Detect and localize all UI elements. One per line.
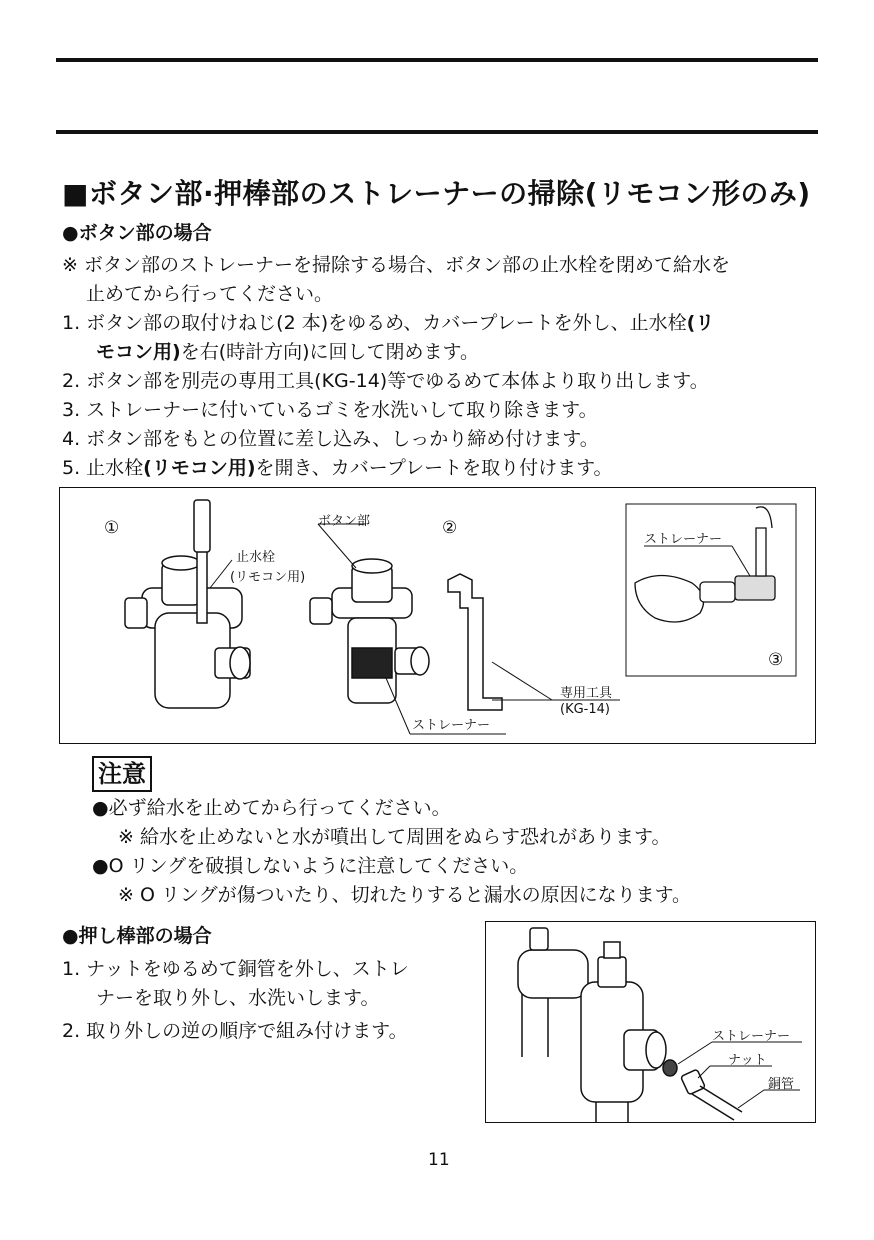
second-rule (56, 130, 818, 134)
label-tool-sub: (KG-14) (560, 702, 610, 717)
label-nut: ナット (728, 1053, 767, 1068)
step-1-line-2 (96, 338, 479, 367)
page-number: 11 (428, 1150, 450, 1170)
pushrod-step-2: 2. 取り外しの逆の順序で組み付けます。 (62, 1020, 408, 1042)
figure-illustration (60, 488, 815, 743)
figure-num-2: ② (442, 518, 458, 538)
label-strainer-pushrod: ストレーナー (712, 1029, 791, 1044)
figure-num-1: ① (104, 518, 120, 538)
label-button-part: ボタン部 (318, 514, 371, 529)
valve-illustration-1 (125, 500, 250, 708)
note-line-2: 止めてから行ってください。 (86, 283, 334, 305)
step-5 (62, 454, 613, 483)
step-5-text-b: (リモコン用) (143, 457, 256, 479)
note-line-1: ※ ボタン部のストレーナーを掃除する場合、ボタン部の止水栓を閉めて給水を (62, 254, 730, 276)
step-1-line-1 (62, 309, 714, 338)
step-5-text-c: を開き、カバープレートを取り付けます。 (255, 457, 613, 479)
tool-illustration (448, 574, 502, 710)
caution-item-1-note: ※ 給水を止めないと水が噴出して周囲をぬらす恐れがあります。 (118, 826, 671, 848)
caution-item-2: ●O リングを破損しないように注意してください。 (92, 855, 529, 877)
label-tool: 専用工具 (560, 686, 613, 701)
hand-illustration (635, 507, 775, 622)
step-1-text-d: を右(時計方向)に回して閉めます。 (180, 341, 479, 363)
step-1-text-b: (リ (686, 312, 715, 334)
step-3: 3. ストレーナーに付いているゴミを水洗いして取り除きます。 (62, 399, 598, 421)
figure-pushrod (485, 921, 816, 1123)
step-1-text-c: モコン用) (96, 341, 181, 363)
valve-illustration-2 (310, 559, 429, 703)
figure-num-3: ③ (768, 650, 784, 670)
section-heading-pushrod: ●押し棒部の場合 (62, 925, 212, 947)
top-rule (56, 58, 818, 62)
step-1-text-a: 1. ボタン部の取付けねじ(2 本)をゆるめ、カバープレートを外し、止水栓 (62, 312, 687, 334)
step-2: 2. ボタン部を別売の専用工具(KG-14)等でゆるめて本体より取り出します。 (62, 370, 709, 392)
step-4: 4. ボタン部をもとの位置に差し込み、しっかり締め付けます。 (62, 428, 599, 450)
page-title: ■ボタン部·押棒部のストレーナーの掃除(リモコン形のみ) (62, 177, 811, 210)
label-stopcock-sub: (リモコン用) (230, 570, 306, 585)
figure-button-strainer (59, 487, 816, 744)
label-strainer-a: ストレーナー (412, 718, 491, 733)
section-heading-button: ●ボタン部の場合 (62, 222, 212, 244)
label-copper-pipe: 銅管 (768, 1077, 795, 1092)
pushrod-step-1-line-2: ナーを取り外し、水洗いします。 (96, 987, 380, 1009)
caution-heading: 注意 (92, 756, 152, 792)
pushrod-step-1-line-1: 1. ナットをゆるめて銅管を外し、ストレ (62, 958, 409, 980)
label-stopcock: 止水栓 (236, 550, 276, 565)
step-5-text-a: 5. 止水栓 (62, 457, 144, 479)
label-strainer-b: ストレーナー (644, 532, 723, 547)
caution-item-2-note: ※ O リングが傷ついたり、切れたりすると漏水の原因になります。 (118, 884, 692, 906)
caution-item-1: ●必ず給水を止めてから行ってください。 (92, 797, 451, 819)
pushrod-illustration (486, 922, 815, 1122)
